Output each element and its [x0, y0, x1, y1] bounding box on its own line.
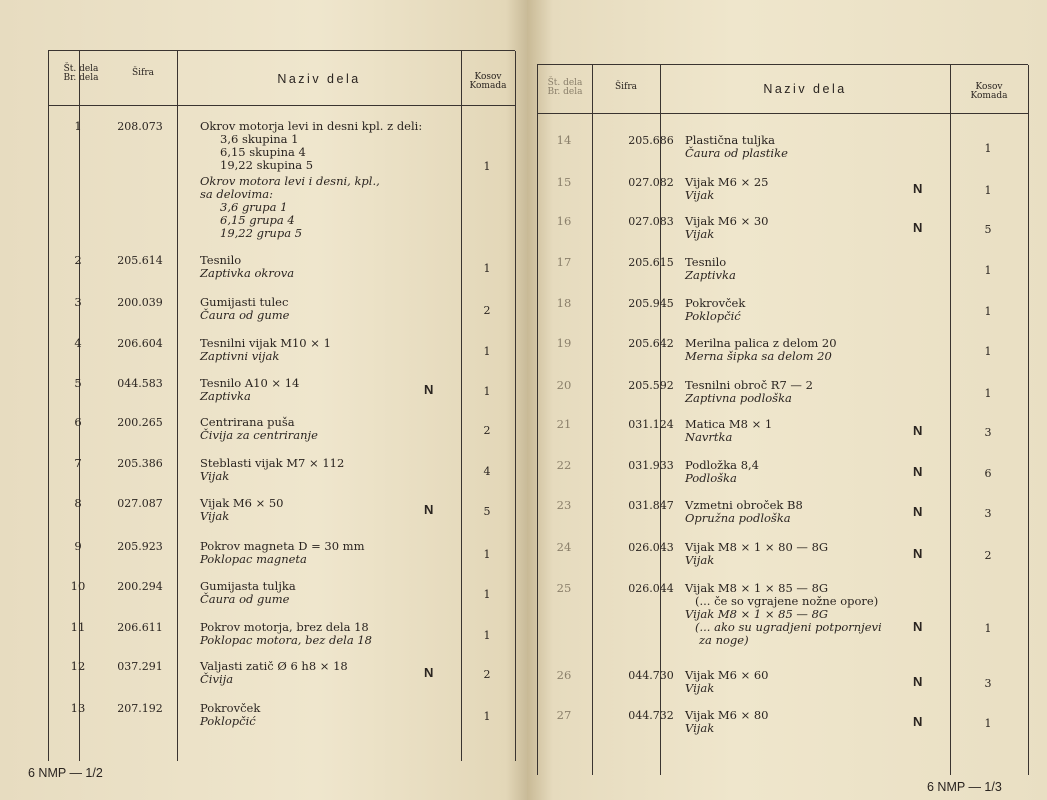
part-name-line: 3,6 skupina 1 — [220, 132, 299, 146]
part-code: 200.294 — [117, 580, 163, 593]
quantity: 1 — [984, 345, 992, 358]
part-number: 11 — [70, 620, 86, 634]
part-name-line: Gumijasti tulec — [200, 295, 289, 309]
part-name-line: Tesnilo — [685, 255, 727, 269]
part-name-line: Poklopac motora, bez dela 18 — [200, 633, 372, 647]
part-name-line: Tesnilni vijak M10 × 1 — [200, 336, 331, 350]
quantity: 5 — [984, 223, 992, 236]
header-num: Št. dela Br. dela — [63, 64, 99, 84]
part-name-line: Vijak — [685, 227, 715, 241]
part-code: 205.614 — [117, 254, 163, 267]
part-number: 17 — [556, 255, 572, 269]
n-flag: N — [424, 382, 434, 397]
header-code: Šifra — [131, 68, 155, 78]
part-number: 7 — [74, 456, 82, 470]
quantity: 1 — [483, 385, 491, 398]
part-name-line: Okrov motorja levi in desni kpl. z deli: — [200, 119, 423, 133]
part-name-line: 19,22 grupa 5 — [220, 226, 303, 240]
part-name-line: Tesnilo — [200, 253, 242, 267]
quantity: 3 — [984, 507, 992, 520]
quantity: 1 — [984, 184, 992, 197]
part-name-line: Vijak M6 × 80 — [685, 708, 769, 722]
part-number: 12 — [70, 659, 86, 673]
n-flag: N — [913, 714, 923, 729]
quantity: 1 — [483, 345, 491, 358]
part-number: 10 — [70, 579, 86, 593]
header-qty: Kosov Komada — [469, 72, 507, 92]
part-name-line: Vijak M6 × 60 — [685, 668, 769, 682]
part-number: 19 — [556, 336, 572, 350]
part-number: 14 — [556, 133, 572, 147]
quantity: 1 — [483, 548, 491, 561]
part-code: 026.043 — [628, 541, 674, 554]
part-code: 044.730 — [628, 669, 674, 682]
part-name-line: Merna šipka sa delom 20 — [685, 349, 832, 363]
part-code: 031.933 — [628, 459, 674, 472]
n-flag: N — [913, 423, 923, 438]
n-flag: N — [424, 665, 434, 680]
right-page — [527, 0, 1047, 800]
part-name-line: Valjasti zatič Ø 6 h8 × 18 — [200, 659, 348, 673]
part-number: 20 — [556, 378, 572, 392]
part-code: 027.083 — [628, 215, 674, 228]
part-name-line: Čaura od gume — [200, 592, 290, 606]
part-name-line: 3,6 grupa 1 — [220, 200, 288, 214]
part-number: 22 — [556, 458, 572, 472]
quantity: 1 — [483, 262, 491, 275]
part-code: 206.604 — [117, 337, 163, 350]
header-name: Naziv dela — [277, 72, 361, 86]
header-code: Šifra — [614, 82, 638, 92]
part-code: 205.686 — [628, 134, 674, 147]
part-name-line: Čaura od plastike — [685, 146, 788, 160]
part-name-line: Zaptivna podloška — [685, 391, 792, 405]
part-name-line: Vijak M6 × 50 — [200, 496, 284, 510]
part-name-line: Poklopčić — [685, 309, 741, 323]
part-name-line: Vijak M8 × 1 × 85 — 8G — [685, 581, 829, 595]
part-name-line: 6,15 skupina 4 — [220, 145, 306, 159]
page-footer-right: 6 NMP — 1/3 — [927, 780, 1002, 794]
part-name-line: Poklopčić — [200, 714, 256, 728]
n-flag: N — [913, 619, 923, 634]
part-number: 4 — [74, 336, 82, 350]
part-code: 031.124 — [628, 418, 674, 431]
quantity: 2 — [483, 424, 491, 437]
part-name-line: Zaptivka — [685, 268, 736, 282]
part-name-line: Vzmetni obroček B8 — [685, 498, 803, 512]
header-qty: Kosov Komada — [970, 82, 1008, 102]
part-code: 205.945 — [628, 297, 674, 310]
part-code: 027.082 — [628, 176, 674, 189]
part-name-line: Zaptivka — [200, 389, 251, 403]
part-number: 27 — [556, 708, 572, 722]
n-flag: N — [913, 674, 923, 689]
part-code: 205.386 — [117, 457, 163, 470]
quantity: 1 — [984, 622, 992, 635]
part-code: 027.087 — [117, 497, 163, 510]
part-name-line: Centrirana puša — [200, 415, 295, 429]
part-name-line: Matica M8 × 1 — [685, 417, 773, 431]
part-name-line: Gumijasta tuljka — [200, 579, 296, 593]
quantity: 1 — [483, 160, 491, 173]
part-name-line: Vijak — [685, 721, 715, 735]
part-name-line: Pokrov magneta D = 30 mm — [200, 539, 365, 553]
part-code: 037.291 — [117, 660, 163, 673]
quantity: 2 — [483, 304, 491, 317]
part-name-line: Vijak — [685, 553, 715, 567]
part-code: 207.192 — [117, 702, 163, 715]
quantity: 3 — [984, 426, 992, 439]
part-name-line: (... ako su ugradjeni potpornjevi — [695, 620, 882, 634]
part-name-line: Tesnilni obroč R7 — 2 — [685, 378, 813, 392]
quantity: 1 — [984, 142, 992, 155]
page-footer-left: 6 NMP — 1/2 — [28, 766, 103, 780]
n-flag: N — [913, 504, 923, 519]
part-name-line: Čivija — [200, 672, 234, 686]
part-name-line: za noge) — [699, 633, 749, 647]
part-name-line: Vijak — [685, 681, 715, 695]
part-code: 026.044 — [628, 582, 674, 595]
part-code: 044.732 — [628, 709, 674, 722]
part-name-line: Podloška — [685, 471, 737, 485]
part-number: 5 — [74, 376, 82, 390]
part-name-line: Poklopac magneta — [200, 552, 307, 566]
part-number: 3 — [74, 295, 82, 309]
header-name: Naziv dela — [763, 82, 847, 96]
n-flag: N — [913, 220, 923, 235]
part-name-line: Vijak M8 × 1 × 85 — 8G — [685, 607, 829, 621]
part-name-line: Vijak — [200, 469, 230, 483]
part-number: 26 — [556, 668, 572, 682]
part-name-line: Opružna podloška — [685, 511, 791, 525]
part-name-line: (... če so vgrajene nožne opore) — [695, 594, 879, 608]
quantity: 1 — [483, 588, 491, 601]
part-name-line: sa delovima: — [200, 187, 273, 201]
part-number: 13 — [70, 701, 86, 715]
part-number: 25 — [556, 581, 572, 595]
part-name-line: Okrov motora levi i desni, kpl., — [200, 174, 380, 188]
part-code: 205.592 — [628, 379, 674, 392]
part-name-line: Podložka 8,4 — [685, 458, 759, 472]
part-name-line: Plastična tuljka — [685, 133, 775, 147]
part-name-line: Zaptivka okrova — [200, 266, 295, 280]
part-name-line: Vijak M6 × 25 — [685, 175, 769, 189]
part-name-line: Vijak M8 × 1 × 80 — 8G — [685, 540, 829, 554]
quantity: 1 — [984, 387, 992, 400]
part-code: 205.642 — [628, 337, 674, 350]
header-num: Št. dela Br. dela — [547, 78, 583, 98]
quantity: 2 — [483, 668, 491, 681]
part-name-line: Čivija za centriranje — [200, 428, 318, 442]
quantity: 3 — [984, 677, 992, 690]
part-code: 200.039 — [117, 296, 163, 309]
part-code: 031.847 — [628, 499, 674, 512]
part-code: 206.611 — [117, 621, 163, 634]
quantity: 1 — [984, 305, 992, 318]
part-name-line: Navrtka — [685, 430, 733, 444]
part-name-line: Vijak — [200, 509, 230, 523]
quantity: 2 — [984, 549, 992, 562]
quantity: 1 — [483, 710, 491, 723]
part-name-line: Steblasti vijak M7 × 112 — [200, 456, 345, 470]
quantity: 6 — [984, 467, 992, 480]
part-number: 21 — [556, 417, 572, 431]
part-name-line: 19,22 skupina 5 — [220, 158, 314, 172]
part-number: 24 — [556, 540, 572, 554]
part-code: 205.923 — [117, 540, 163, 553]
part-number: 6 — [74, 415, 82, 429]
part-name-line: Čaura od gume — [200, 308, 290, 322]
quantity: 4 — [483, 465, 491, 478]
part-number: 8 — [74, 496, 82, 510]
part-name-line: 6,15 grupa 4 — [220, 213, 295, 227]
part-name-line: Pokrov motorja, brez dela 18 — [200, 620, 369, 634]
n-flag: N — [913, 181, 923, 196]
n-flag: N — [913, 464, 923, 479]
part-number: 15 — [556, 175, 572, 189]
part-code: 205.615 — [628, 256, 674, 269]
quantity: 1 — [984, 717, 992, 730]
part-code: 200.265 — [117, 416, 163, 429]
part-number: 16 — [556, 214, 572, 228]
part-number: 2 — [74, 253, 82, 267]
part-name-line: Zaptivni vijak — [200, 349, 280, 363]
part-name-line: Pokrovček — [200, 701, 261, 715]
n-flag: N — [424, 502, 434, 517]
part-name-line: Pokrovček — [685, 296, 746, 310]
quantity: 5 — [483, 505, 491, 518]
part-name-line: Vijak M6 × 30 — [685, 214, 769, 228]
part-name-line: Merilna palica z delom 20 — [685, 336, 837, 350]
part-number: 18 — [556, 296, 572, 310]
quantity: 1 — [483, 629, 491, 642]
quantity: 1 — [984, 264, 992, 277]
part-name-line: Vijak — [685, 188, 715, 202]
part-code: 208.073 — [117, 120, 163, 133]
part-name-line: Tesnilo A10 × 14 — [200, 376, 300, 390]
part-number: 1 — [74, 119, 82, 133]
part-number: 9 — [74, 539, 82, 553]
n-flag: N — [913, 546, 923, 561]
part-number: 23 — [556, 498, 572, 512]
part-code: 044.583 — [117, 377, 163, 390]
